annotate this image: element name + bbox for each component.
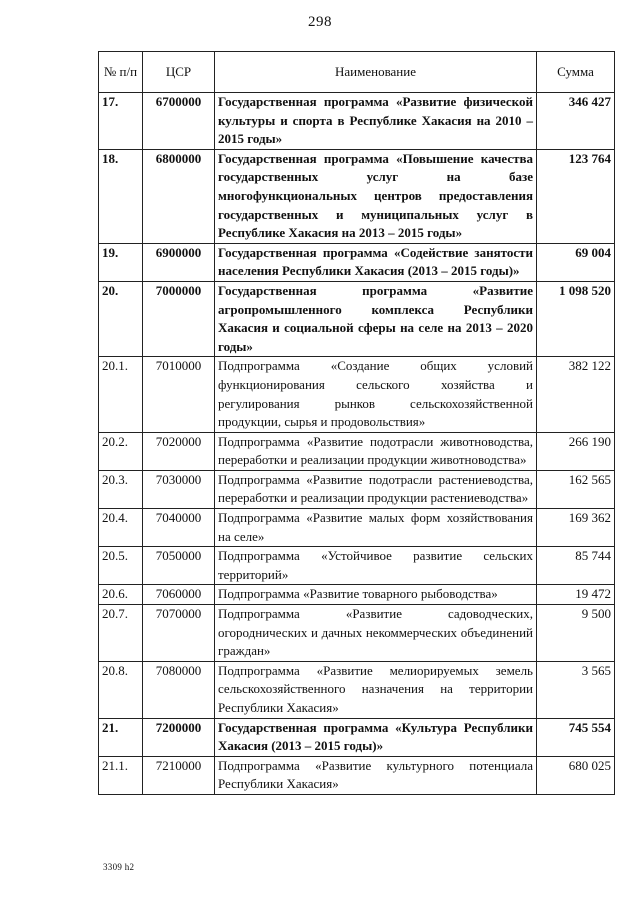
- row-csr-code: 7040000: [143, 509, 215, 547]
- row-sum: 123 764: [537, 149, 615, 243]
- footer-code: 3309 h2: [103, 862, 135, 872]
- row-sum: 382 122: [537, 357, 615, 432]
- row-name: Государственная программа «Содействие занятости населения Республики Хакасия (2013 – 2015 годы)»: [215, 243, 537, 281]
- table-body: [99, 93, 615, 795]
- table-row: [99, 605, 615, 662]
- row-csr-code: 6900000: [143, 243, 215, 281]
- row-name: Подпрограмма «Развитие подотрасли растениеводства, переработки и реализации продукции растениеводства»: [215, 470, 537, 508]
- table-row: [99, 718, 615, 756]
- table-row: [99, 93, 615, 150]
- table-row: [99, 547, 615, 585]
- page-number: 298: [308, 14, 332, 30]
- row-csr-code: 7050000: [143, 547, 215, 585]
- row-name: Подпрограмма «Развитие малых форм хозяйствования на селе»: [215, 509, 537, 547]
- row-number: 20.: [99, 281, 143, 356]
- table-row: [99, 432, 615, 470]
- row-sum: 69 004: [537, 243, 615, 281]
- row-number: 20.3.: [99, 470, 143, 508]
- row-number: 20.7.: [99, 605, 143, 662]
- header-sum: Сумма: [537, 52, 615, 93]
- row-name: Государственная программа «Культура Республики Хакасия (2013 – 2015 годы)»: [215, 718, 537, 756]
- row-csr-code: 6800000: [143, 149, 215, 243]
- row-sum: 162 565: [537, 470, 615, 508]
- row-number: 20.8.: [99, 661, 143, 718]
- row-name: Подпрограмма «Развитие подотрасли животноводства, переработки и реализации продукции животноводства»: [215, 432, 537, 470]
- budget-table: [98, 51, 615, 795]
- table-header-row: [99, 52, 615, 93]
- row-sum: 169 362: [537, 509, 615, 547]
- row-sum: 85 744: [537, 547, 615, 585]
- row-number: 20.2.: [99, 432, 143, 470]
- table-row: [99, 470, 615, 508]
- row-csr-code: 7000000: [143, 281, 215, 356]
- row-number: 21.: [99, 718, 143, 756]
- row-name: Подпрограмма «Развитие товарного рыбоводства»: [215, 585, 537, 605]
- row-number: 18.: [99, 149, 143, 243]
- row-number: 19.: [99, 243, 143, 281]
- row-csr-code: 7010000: [143, 357, 215, 432]
- row-csr-code: 7060000: [143, 585, 215, 605]
- table-row: [99, 661, 615, 718]
- row-name: Подпрограмма «Развитие культурного потенциала Республики Хакасия»: [215, 756, 537, 794]
- row-name: Подпрограмма «Устойчивое развитие сельских территорий»: [215, 547, 537, 585]
- table-row: [99, 357, 615, 432]
- row-sum: 680 025: [537, 756, 615, 794]
- row-number: 20.1.: [99, 357, 143, 432]
- table-row: [99, 585, 615, 605]
- row-sum: 1 098 520: [537, 281, 615, 356]
- row-number: 17.: [99, 93, 143, 150]
- row-number: 20.4.: [99, 509, 143, 547]
- row-number: 20.5.: [99, 547, 143, 585]
- row-name: Подпрограмма «Развитие садоводческих, огороднических и дачных некоммерческих объединений граждан»: [215, 605, 537, 662]
- row-name: Государственная программа «Повышение качества государственных услуг на базе многофункциональных центров предоставления государственных и муниципальных услуг в Республике Хакасия на 2013 – 2015 годы»: [215, 149, 537, 243]
- row-name: Подпрограмма «Развитие мелиорируемых земель сельскохозяйственного назначения на территории Республики Хакасия»: [215, 661, 537, 718]
- header-num: № п/п: [99, 52, 143, 93]
- row-csr-code: 7210000: [143, 756, 215, 794]
- row-name: Государственная программа «Развитие физической культуры и спорта в Республике Хакасия на 2010 – 2015 годы»: [215, 93, 537, 150]
- header-csr: ЦСР: [143, 52, 215, 93]
- row-name: Государственная программа «Развитие агропромышленного комплекса Республики Хакасия и социальной сферы на селе на 2013 – 2020 годы»: [215, 281, 537, 356]
- row-sum: 745 554: [537, 718, 615, 756]
- table-row: [99, 281, 615, 356]
- row-csr-code: 7020000: [143, 432, 215, 470]
- row-csr-code: 7080000: [143, 661, 215, 718]
- row-sum: 346 427: [537, 93, 615, 150]
- table-row: [99, 756, 615, 794]
- row-sum: 9 500: [537, 605, 615, 662]
- table-row: [99, 509, 615, 547]
- row-csr-code: 7030000: [143, 470, 215, 508]
- row-csr-code: 6700000: [143, 93, 215, 150]
- row-number: 20.6.: [99, 585, 143, 605]
- table-row: [99, 243, 615, 281]
- table-row: [99, 149, 615, 243]
- row-sum: 3 565: [537, 661, 615, 718]
- row-sum: 19 472: [537, 585, 615, 605]
- row-number: 21.1.: [99, 756, 143, 794]
- row-csr-code: 7070000: [143, 605, 215, 662]
- row-name: Подпрограмма «Создание общих условий функционирования сельского хозяйства и регулирования рынков сельскохозяйственной продукции, сырья и продовольствия»: [215, 357, 537, 432]
- row-csr-code: 7200000: [143, 718, 215, 756]
- row-sum: 266 190: [537, 432, 615, 470]
- header-name: Наименование: [215, 52, 537, 93]
